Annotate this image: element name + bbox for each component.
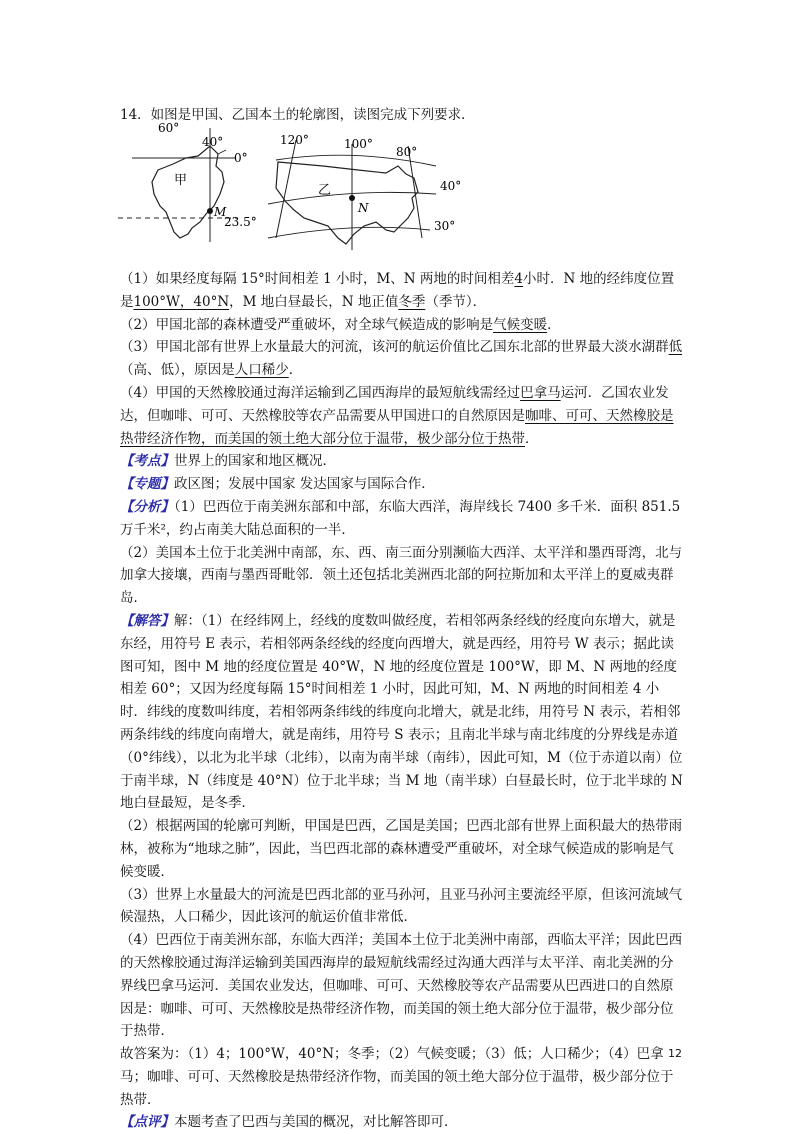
label-lon80: 80° xyxy=(396,145,418,159)
kaodian-section: 【考点】世界上的国家和地区概况． xyxy=(120,453,336,470)
label-lon40: 40° xyxy=(202,135,224,149)
answer-3-blank-2: 人口稀少 xyxy=(234,362,289,379)
answer-2-blank-1: 气候变暖 xyxy=(493,316,548,333)
answer-1-blank-3: 冬季 xyxy=(398,293,426,310)
answer-4: （4）甲国的天然橡胶通过海洋运输到乙国西海岸的最短航线需经过巴拿马运河．乙国农业发达，但咖啡、可可、天然橡胶等农产品需要从甲国进口的自然原因是咖啡、可可、天然橡胶是热带经济作物，而美国的领土绝大部分位于温带，极少部分位于热带． xyxy=(120,384,674,447)
answer-1-blank-2: 100°W，40°N xyxy=(133,293,230,310)
answer-1: （1）如果经度每隔 15°时间相差 1 小时，M、N 两地的时间相差4小时．N 地的经纬度位置是100°W，40°N，M 地白昼最长，N 地正值冬季（季节）． xyxy=(120,271,675,310)
zhuanti-tag: 【专题】 xyxy=(120,476,174,493)
page-number: 12 xyxy=(668,1047,682,1060)
zhuanti-section: 【专题】政区图；发展中国家 发达国家与国际合作． xyxy=(120,476,435,493)
point-n-marker xyxy=(349,195,355,201)
outline-maps-figure xyxy=(118,118,478,258)
content-body xyxy=(120,268,686,1134)
label-lat60: 60° xyxy=(158,121,180,135)
label-country-b: 乙 xyxy=(318,183,332,198)
label-country-a: 甲 xyxy=(174,173,188,188)
jieda-part-2: （2）根据两国的轮廓可判断，甲国是巴西，乙国是美国；巴西北部有世界上面积最大的热带雨林，被称为“地球之肺”，因此，当巴西北部的森林遭受严重破坏，对全球气候造成的影响是气候变暖． xyxy=(120,818,683,880)
fenxi-tag: 【分析】 xyxy=(120,498,174,515)
final-answer: 故答案为：（1）4；100°W，40°N；冬季；（2）气候变暖；（3）低；人口稀少；（4）巴拿马；咖啡、可可、天然橡胶是热带经济作物，而美国的领土绝大部分位于温带，极少部分位于热带． xyxy=(120,1046,674,1108)
answer-4-blank-2: 咖啡、可可、天然橡胶是热带经济作物，而美国的领土绝大部分位于温带，极少部分位于热带 xyxy=(120,407,674,447)
label-point-m: M xyxy=(214,205,227,219)
jieda-part-3: （3）世界上水量最大的河流是巴西北部的亚马孙河，且亚马孙河主要流经平原，但该河流域气候湿热，人口稀少，因此该河的航运价值非常低． xyxy=(120,886,683,926)
fenxi-line-2: （2）美国本土位于北美洲中南部，东、西、南三面分别濒临大西洋、太平洋和墨西哥湾，北与加拿大接壤，西南与墨西哥毗邻．领土还包括北美洲西北部的阿拉斯加和太平洋上的夏威夷群岛． xyxy=(120,544,683,607)
label-lat23: 23.5° xyxy=(224,215,257,229)
fenxi-section: 【分析】（1）巴西位于南美洲东部和中部，东临大西洋，海岸线长 7400 多千米．面积 851.5 万千米²，约占南美大陆总面积的一半． xyxy=(120,498,681,538)
kaodian-tag: 【考点】 xyxy=(120,453,174,470)
jieda-tag: 【解答】 xyxy=(120,612,174,629)
label-lat40: 40° xyxy=(440,179,462,193)
label-point-n: N xyxy=(358,201,369,215)
answer-4-blank-1: 巴拿马 xyxy=(520,384,561,401)
answer-2: （2）甲国北部的森林遭受严重破坏，对全球气候造成的影响是气候变暖． xyxy=(120,316,561,333)
jieda-part-4: （4）巴西位于南美洲东部，东临大西洋；美国本土位于北美洲中南部，西临太平洋；因此巴西的天然橡胶通过海洋运输到美国西海岸的最短航线需经过沟通大西洋与太平洋、南北美洲的分界线巴拿马运河．美国农业发达，但咖啡、可可、天然橡胶等农产品需要从巴西进口的自然原因是：咖啡、可可、天然橡胶是热带经济作物，而美国的领土绝大部分位于温带，极少部分位于热带． xyxy=(120,932,683,1040)
label-lat0: 0° xyxy=(234,151,248,165)
dianping-section: 【点评】本题考查了巴西与美国的概况，对比解答即可． xyxy=(120,1114,458,1131)
jieda-section: 【解答】解：（1）在经纬网上，经线的度数叫做经度，若相邻两条经线的经度向东增大，就是东经，用符号 E 表示，若相邻两条经线的经度向西增大，就是西经，用符号 W 表示；据此读图可知，图中 M 地的经度位置是 40°W，N 地的经度位置是 100°W，即 M、N 两地的经度相差 60°；又因为经度每隔 15°时间相差 1 小时，因此可知，M、N 两地的时间相差 4 小时．纬线的度数叫纬度，若相邻两条纬线的纬度向北增大，就是北纬，用符号 N 表示，若相邻两条纬线的纬度向南增大，就是南纬，用符号 S 表示；且南北半球与南北纬度的分界线是赤道（0°纬线），以北为北半球（北纬），以南为南半球（南纬），因此可知，M（位于赤道以南）位于南半球，N（纬度是 40°N）位于北半球；当 M 地（南半球）白昼最长时，位于北半球的 N 地白昼最短，是冬季． xyxy=(120,612,683,812)
answer-1-blank-1: 4 xyxy=(514,271,524,287)
answer-3-blank-1: 低 xyxy=(668,339,683,356)
label-lon120: 120° xyxy=(280,133,309,147)
point-m-marker xyxy=(207,208,213,214)
answer-3: （3）甲国北部有世界上水量最大的河流，该河的航运价值比乙国东北部的世界最大淡水湖群低（高、低），原因是人口稀少． xyxy=(120,339,683,379)
dianping-tag: 【点评】 xyxy=(120,1114,174,1131)
label-lat30: 30° xyxy=(434,219,456,233)
question-title: 14．如图是甲国、乙国本土的轮廓图，读图完成下列要求． xyxy=(120,107,475,123)
label-lon100: 100° xyxy=(344,137,373,151)
